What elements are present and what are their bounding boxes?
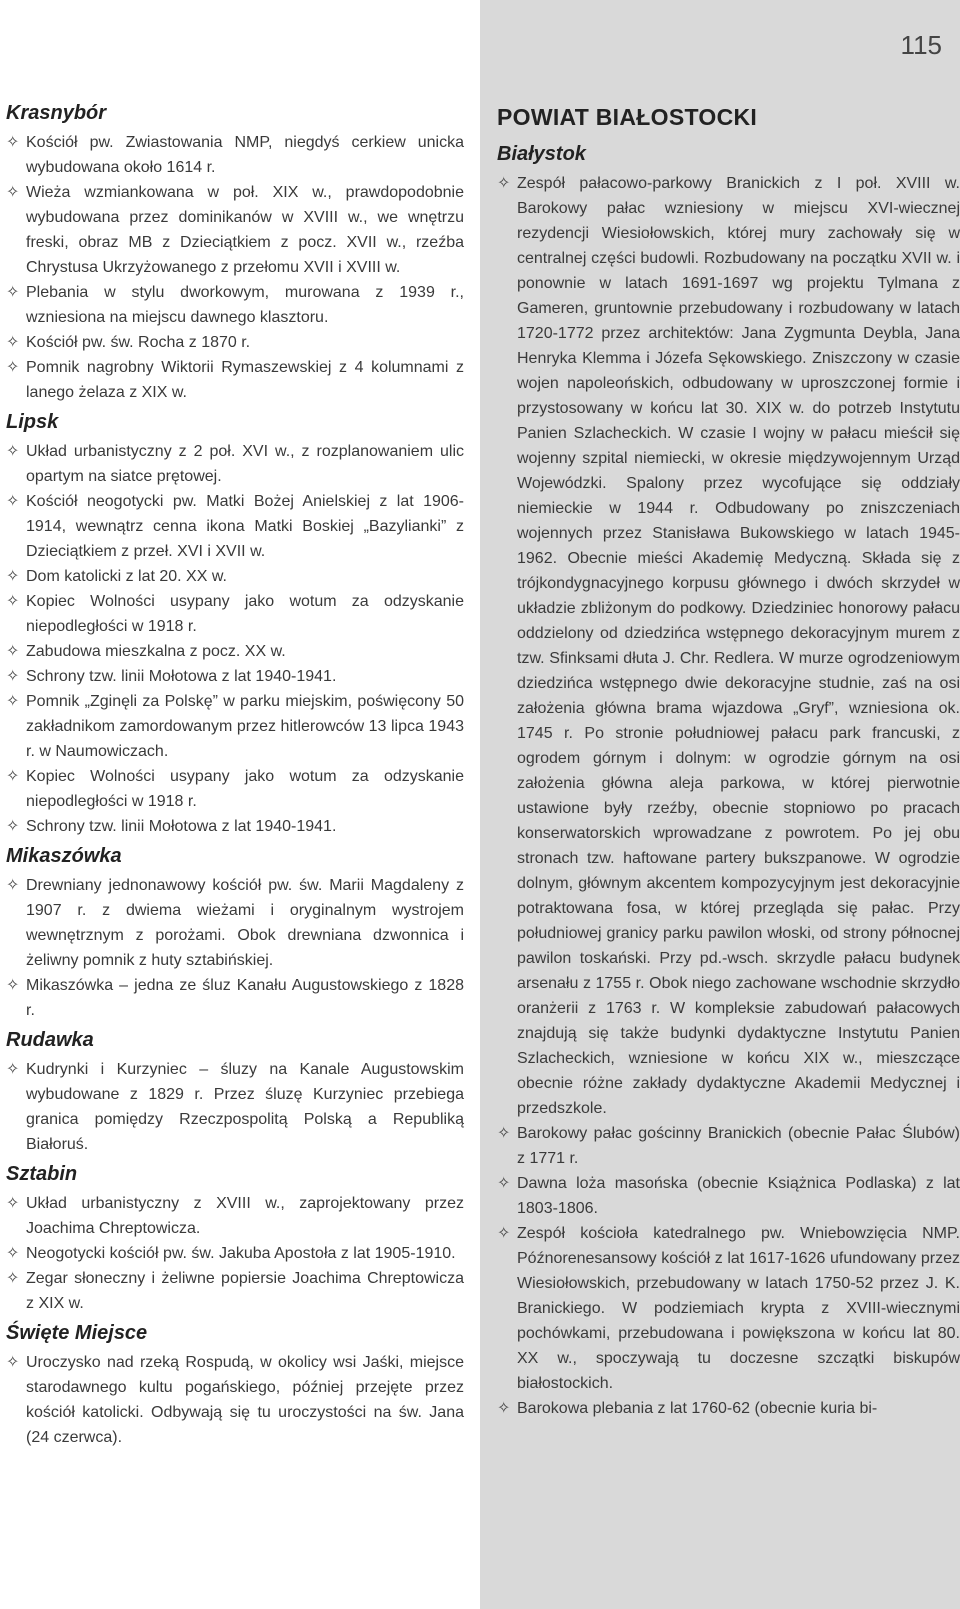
monument-text: Schrony tzw. linii Mołotowa z lat 1940-1941. [26,668,337,685]
four-point-star-icon: ✧ [6,768,20,785]
four-point-star-icon: ✧ [497,1225,511,1242]
place-heading: Sztabin [6,1163,78,1185]
monument-item [6,973,464,1023]
monument-item [6,330,464,355]
monument-text: Uroczysko nad rzeką Rospudą, w okolicy wsi Jaśki, miejsce starodawnego kultu pogańskiego, później przejęte przez kościół katolicki. Odbywają się tu uroczystości na św. Jana (24 czerwca). [26,1354,464,1446]
four-point-star-icon: ✧ [6,977,20,994]
monument-item [497,1121,960,1171]
monument-item [6,873,464,973]
four-point-star-icon: ✧ [6,1061,20,1078]
four-point-star-icon: ✧ [6,877,20,894]
monument-text: Dom katolicki z lat 20. XX w. [26,568,227,585]
place-heading: Mikaszówka [6,845,122,867]
place-heading: Święte Miejsce [6,1322,148,1344]
monument-item [6,130,464,180]
four-point-star-icon: ✧ [6,593,20,610]
monument-text: Neogotycki kościół pw. św. Jakuba Apostoła z lat 1905-1910. [26,1245,456,1262]
monument-text: Kościół pw. Zwiastowania NMP, niegdyś cerkiew unicka wybudowana około 1614 r. [26,134,464,176]
four-point-star-icon: ✧ [6,184,20,201]
monument-text: Pomnik nagrobny Wiktorii Rymaszewskiej z 4 kolumnami z lanego żelaza z XIX w. [26,359,464,401]
monument-text: Zespół pałacowo-parkowy Branickich z I poł. XVIII w. Barokowy pałac wzniesiony w miejscu XVI-wiecznej rezydencji Wiesiołowskich, której mury zachowały się w centralnej części budowli. Rozbudowany na początku XVII w. i ponownie w latach 1691-1697 wg projektu Tylmana z Gameren, gruntownie przebudowany i rozbudowany w latach 1720-1772 przez architektów: Jana Zygmunta Deybla, Jana Henryka Klemma i Józefa Sękowskiego. Zniszczony w czasie wojen napoleońskich, odbudowany w uproszczonej formie i przystosowany w końcu lat 30. XIX w. do potrzeb Instytutu Panien Szlacheckich. W czasie I wojny w pałacu mieścił się wojenny szpital niemiecki, w okresie międzywojennym Urząd Wojewódzki. Spalony przez wycofujące się oddziały niemieckie w 1944 r. Odbudowany po zniszczeniach wojennych przez Stanisława Bukowskiego w latach 1945-1962. Obecnie mieści Akademię Medyczną. Składa się z trójkondygnacyjnego korpusu głównego i dwóch skrzydeł w układzie zbliżonym do podkowy. Dziedziniec honorowy pałacu oddzielony od dziedzińca wstępnego dekoracyjnym murem z tzw. Sfinksami dłuta J. Chr. Redlera. W murze ogrodzeniowym dziedzińca wstępnego dwie dekoracyjne studnie, zaś na osi założenia główna brama wjazdowa „Gryf”, wzniesiona ok. 1745 r. Po stronie południowej pałacu park francuski, z ogrodem górnym i dolnym: w ogrodzie górnym na osi założenia główna aleja parkowa, w której pierwotnie ustawione były rzeźby, obecnie stopniowo po pracach konserwatorskich wprowadzane z powrotem. Po jej obu stronach tzw. haftowane partery bukszpanowe. W ogrodzie dolnym, głównym akcentem kompozycyjnym jest dekoracyjnie potraktowana fosa, w której przegląda się pałac. Przy południowej granicy parku pawilon włoski, od strony północnej pawilon toskański. Przy pd.-wsch. skrzydle pałacu budynek arsenału z 1755 r. Obok niego zachowane wschodnie skrzydło oranżerii z 1763 r. W kompleksie zabudowań pałacowych znajdują się także budynki dydaktyczne Instytutu Panien Szlacheckich, wzniesione w końcu XIX w., mieszczące obecnie różne zakłady dydaktyczne Akademii Medycznej i przedszkole. [517,175,960,1117]
monument-text: Układ urbanistyczny z 2 poł. XVI w., z rozplanowaniem ulic opartym na siatce prętowej. [26,443,464,485]
monument-list [6,1057,464,1157]
four-point-star-icon: ✧ [6,693,20,710]
place-heading: Białystok [497,143,586,165]
four-point-star-icon: ✧ [497,175,511,192]
four-point-star-icon: ✧ [497,1125,511,1142]
four-point-star-icon: ✧ [6,443,20,460]
left-column [6,100,464,1450]
four-point-star-icon: ✧ [6,334,20,351]
monument-item [6,489,464,564]
monument-text: Układ urbanistyczny z XVIII w., zaprojektowany przez Joachima Chreptowicza. [26,1195,464,1237]
monument-text: Kościół neogotycki pw. Matki Bożej Anielskiej z lat 1906-1914, wewnątrz cenna ikona Matki Boskiej „Bazylianki” z Dzieciątkiem z przeł. XVI i XVII w. [26,493,464,560]
monument-item [6,814,464,839]
monument-text: Drewniany jednonawowy kościół pw. św. Marii Magdaleny z 1907 r. z dwiema wieżami i oryginalnym wystrojem wewnętrznym z porożami. Obok drewniana dzwonnica i żeliwny pomnik z huty sztabińskiej. [26,877,464,969]
county-title: POWIAT BIAŁOSTOCKI [497,104,758,130]
four-point-star-icon: ✧ [6,284,20,301]
monument-text: Dawna loża masońska (obecnie Książnica Podlaska) z lat 1803-1806. [517,1175,960,1217]
monument-item [6,689,464,764]
monument-text: Kościół pw. św. Rocha z 1870 r. [26,334,251,351]
monument-item [6,355,464,405]
four-point-star-icon: ✧ [6,1354,20,1371]
monument-list [6,130,464,405]
place-heading: Krasnybór [6,102,107,124]
place-heading: Lipsk [6,411,59,433]
four-point-star-icon: ✧ [6,359,20,376]
monument-list [6,1350,464,1450]
monument-text: Zabudowa mieszkalna z pocz. XX w. [26,643,286,660]
monument-list [6,439,464,839]
monument-item [6,564,464,589]
four-point-star-icon: ✧ [6,568,20,585]
four-point-star-icon: ✧ [6,1245,20,1262]
four-point-star-icon: ✧ [6,134,20,151]
monument-item [497,1221,960,1396]
monument-text: Pomnik „Zginęli za Polskę” w parku miejskim, poświęcony 50 zakładnikom zamordowanym przez hitlerowców 13 lipca 1943 r. w Naumowiczach. [26,693,464,760]
monument-item [6,764,464,814]
monument-item [6,280,464,330]
monument-item [6,1350,464,1450]
four-point-star-icon: ✧ [497,1175,511,1192]
monument-text: Kudrynki i Kurzyniec – śluzy na Kanale Augustowskim wybudowane z 1829 r. Przez śluzę Kurzyniec przebiega granica pomiędzy Rzeczpospolitą Polską a Republiką Białoruś. [26,1061,464,1153]
monument-item [6,1057,464,1157]
monument-item [6,664,464,689]
monument-item [6,1241,464,1266]
four-point-star-icon: ✧ [6,493,20,510]
monument-list [497,171,960,1421]
monument-text: Zespół kościoła katedralnego pw. Wniebowzięcia NMP. Późnorenesansowy kościół z lat 1617-1626 ufundowany przez Wiesiołowskich, przebudowany w latach 1750-52 przez J. K. Branickiego. W podziemiach krypta z XVIII-wiecznymi pochówkami, przebudowana i powiększona w końcu lat 80. XX w., spoczywają tu doczesne szczątki biskupów białostockich. [517,1225,960,1392]
four-point-star-icon: ✧ [6,643,20,660]
monument-list [6,873,464,1023]
monument-text: Barokowa plebania z lat 1760-62 (obecnie kuria bi- [517,1400,878,1417]
right-sections [497,141,960,1421]
monument-text: Schrony tzw. linii Mołotowa z lat 1940-1941. [26,818,337,835]
monument-text: Barokowy pałac gościnny Branickich (obecnie Pałac Ślubów) z 1771 r. [517,1125,960,1167]
four-point-star-icon: ✧ [6,1195,20,1212]
monument-text: Wieża wzmiankowana w poł. XIX w., prawdopodobnie wybudowana przez dominikanów w XVIII w., we wnętrzu freski, obraz MB z Dzieciątkiem z pocz. XVII w., rzeźba Chrystusa Ukrzyżowanego z przełomu XVII i XVIII w. [26,184,464,276]
monument-text: Kopiec Wolności usypany jako wotum za odzyskanie niepodległości w 1918 r. [26,593,464,635]
monument-item [497,1396,960,1421]
four-point-star-icon: ✧ [6,818,20,835]
monument-text: Mikaszówka – jedna ze śluz Kanału Augustowskiego z 1828 r. [26,977,464,1019]
monument-item [497,1171,960,1221]
monument-item [6,439,464,489]
monument-item [6,639,464,664]
place-heading: Rudawka [6,1029,94,1051]
monument-list [6,1191,464,1316]
monument-item [497,171,960,1121]
monument-item [6,180,464,280]
monument-item [6,589,464,639]
right-column [497,104,960,1421]
monument-item [6,1191,464,1241]
four-point-star-icon: ✧ [6,668,20,685]
page-number: 115 [900,30,942,60]
monument-text: Zegar słoneczny i żeliwne popiersie Joachima Chreptowicza z XIX w. [26,1270,464,1312]
monument-item [6,1266,464,1316]
monument-text: Kopiec Wolności usypany jako wotum za odzyskanie niepodległości w 1918 r. [26,768,464,810]
four-point-star-icon: ✧ [6,1270,20,1287]
four-point-star-icon: ✧ [497,1400,511,1417]
monument-text: Plebania w stylu dworkowym, murowana z 1939 r., wzniesiona na miejscu dawnego klasztoru. [26,284,464,326]
